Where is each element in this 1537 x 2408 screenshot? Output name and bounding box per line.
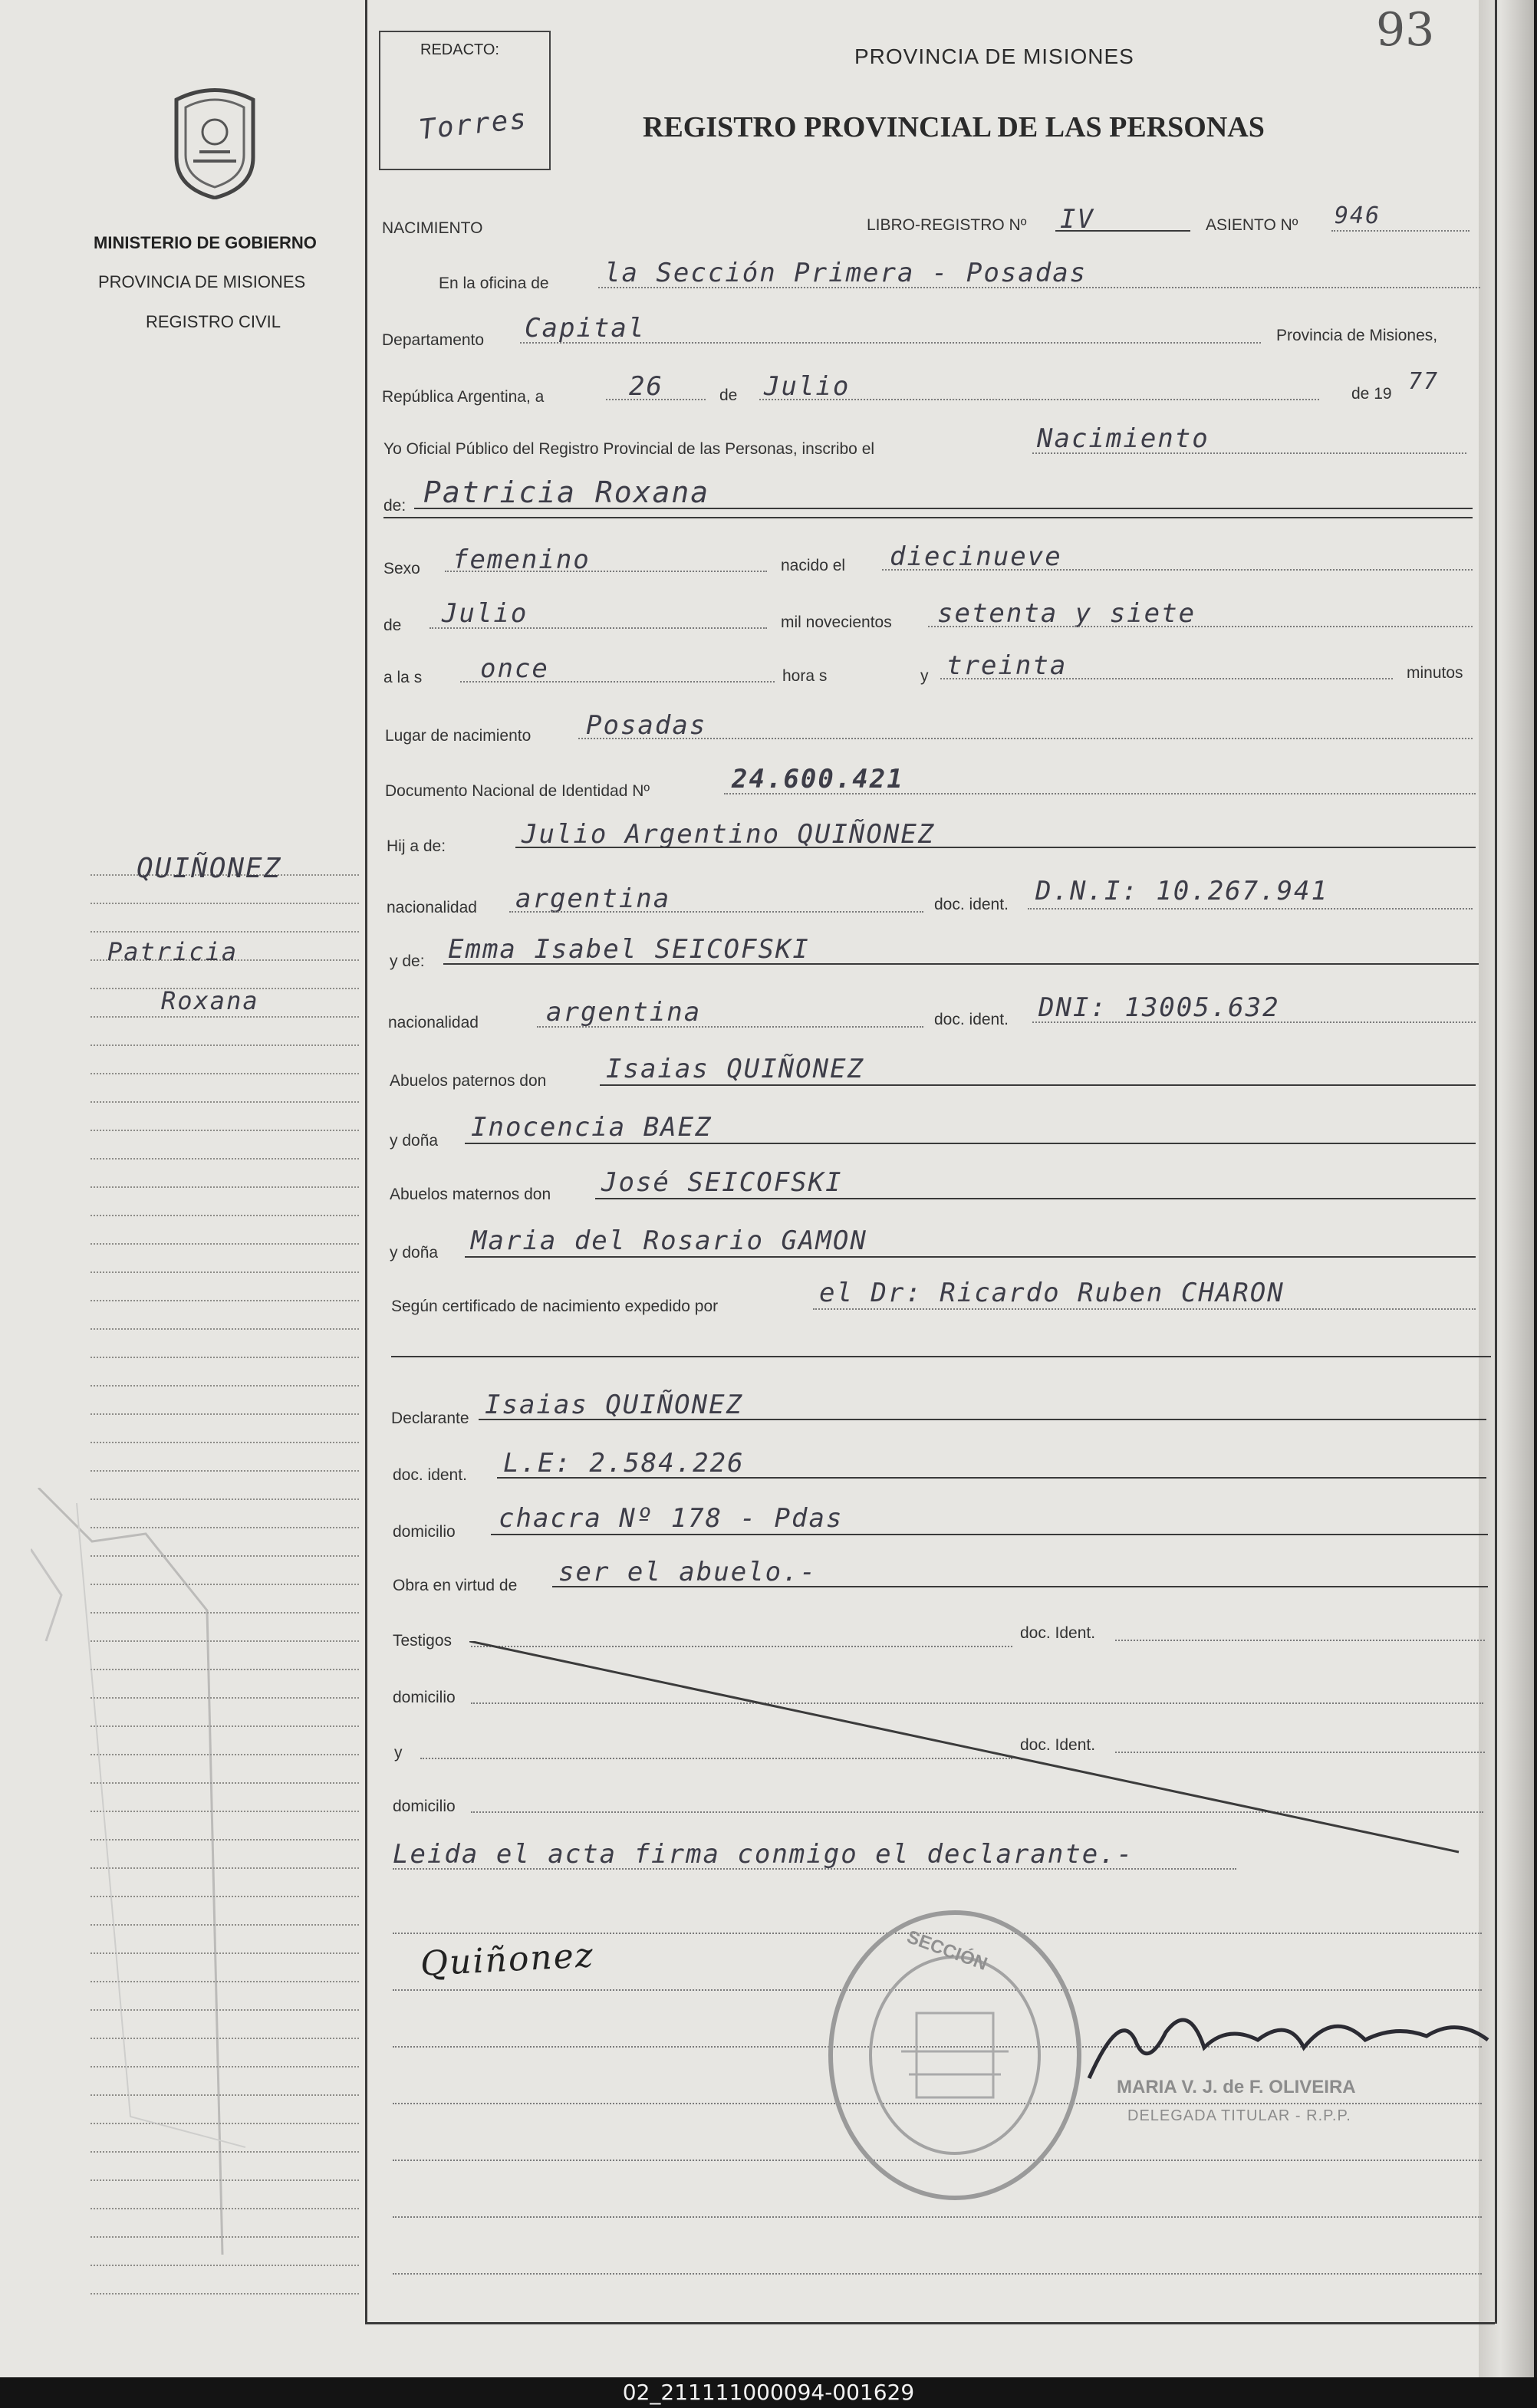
margin-rule-line xyxy=(91,1357,359,1358)
abuelos-mat-label: Abuelos maternos don xyxy=(390,1186,551,1203)
provincia-suffix: Provincia de Misiones, xyxy=(1276,327,1438,344)
margin-given-2: Roxana xyxy=(161,986,259,1015)
page-number: 93 xyxy=(1376,3,1435,57)
lugar-value: Posadas xyxy=(586,710,707,741)
image-caption: 02_211111000094-001629 xyxy=(0,2377,1537,2408)
official-title: DELEGADA TITULAR - R.P.P. xyxy=(1127,2107,1351,2124)
mes2-value: Julio xyxy=(442,598,528,629)
domicilio-label: domicilio xyxy=(393,1523,456,1541)
ydona-mat-label: y doña xyxy=(390,1244,439,1262)
republica-label: República Argentina, a xyxy=(382,388,545,406)
lower-rule-line xyxy=(393,2273,1482,2275)
sexo-value: femenino xyxy=(453,544,591,575)
asiento-value: 946 xyxy=(1335,202,1381,229)
margin-rule-line xyxy=(91,903,359,904)
anio-text-value: setenta y siete xyxy=(937,598,1196,629)
libro-label: LIBRO-REGISTRO Nº xyxy=(867,216,1027,234)
y-label: y xyxy=(920,667,929,685)
abuelo-pat-value: Isaias QUIÑONEZ xyxy=(606,1054,865,1084)
margin-rule-line xyxy=(91,1470,359,1472)
certificado-value: el Dr: Ricardo Ruben CHARON xyxy=(819,1278,1285,1308)
decl-doc-value: L.E: 2.584.226 xyxy=(503,1448,745,1479)
declarante-label: Declarante xyxy=(391,1410,469,1427)
declarante-value: Isaias QUIÑONEZ xyxy=(485,1390,744,1420)
ministry-label: MINISTERIO DE GOBIERNO xyxy=(94,233,317,252)
dni-label: Documento Nacional de Identidad Nº xyxy=(385,782,650,800)
hij-label: Hij a de: xyxy=(387,837,446,855)
testigos-domicilio-label: domicilio xyxy=(393,1689,456,1706)
obra-label: Obra en virtud de xyxy=(393,1577,518,1594)
stamp-section: SECCIÓN xyxy=(903,1926,990,1975)
nacimiento-label: NACIMIENTO xyxy=(382,219,483,237)
margin-surname: QUIÑONEZ xyxy=(137,853,282,884)
margin-rule-line xyxy=(91,1328,359,1330)
abuela-mat-value: Maria del Rosario GAMON xyxy=(471,1225,867,1256)
libro-value: IV xyxy=(1060,204,1094,235)
alas-label: a la s xyxy=(383,669,423,686)
margin-rule-line xyxy=(91,1243,359,1245)
nacido-value: diecinueve xyxy=(890,541,1062,572)
province-label: PROVINCIA DE MISIONES xyxy=(98,272,306,291)
redacto-value: Torres xyxy=(417,103,529,146)
margin-rule-line xyxy=(91,2265,359,2266)
abuelos-pat-label: Abuelos paternos don xyxy=(390,1072,547,1090)
padre-nac-label: nacionalidad xyxy=(387,899,477,916)
margin-rule-line xyxy=(91,1300,359,1301)
margin-rule-line xyxy=(91,1186,359,1188)
testigos-doc2-label: doc. Ident. xyxy=(1020,1736,1096,1754)
margin-rule-line xyxy=(91,1016,359,1018)
ministry-seal-icon xyxy=(161,84,268,199)
de2-label: de xyxy=(383,617,402,634)
oficial-text: Yo Oficial Público del Registro Provincial de las Personas, inscribo el xyxy=(383,440,875,458)
sexo-label: Sexo xyxy=(383,560,420,577)
testigos-domicilio2-label: domicilio xyxy=(393,1798,456,1815)
margin-rule-line xyxy=(91,1044,359,1046)
madre-doc-value: DNI: 13005.632 xyxy=(1038,992,1280,1023)
margin-rule-line xyxy=(91,1073,359,1074)
margin-rule-line xyxy=(91,931,359,933)
de-name-label: de: xyxy=(383,497,406,515)
lugar-label: Lugar de nacimiento xyxy=(385,727,532,745)
redacto-label: REDACTO: xyxy=(420,41,499,58)
margin-rule-line xyxy=(91,1385,359,1387)
oficina-label: En la oficina de xyxy=(439,275,549,292)
header-province: PROVINCIA DE MISIONES xyxy=(854,44,1134,68)
ydona-pat-label: y doña xyxy=(390,1132,439,1150)
margin-rule-line xyxy=(91,1158,359,1160)
padre-nac-value: argentina xyxy=(515,883,671,914)
hora-label: hora s xyxy=(782,667,828,685)
testigos-doc-label: doc. Ident. xyxy=(1020,1624,1096,1642)
nacido-label: nacido el xyxy=(781,557,846,574)
year-value: 77 xyxy=(1408,368,1440,395)
header-title: REGISTRO PROVINCIAL DE LAS PERSONAS xyxy=(643,111,1265,143)
domicilio-value: chacra Nº 178 - Pdas xyxy=(499,1503,844,1534)
cancel-stroke xyxy=(469,1641,1466,1856)
margin-rule-line xyxy=(91,1413,359,1415)
lower-rule-line xyxy=(393,2216,1482,2218)
margin-rule-line xyxy=(91,1130,359,1131)
yde-label: y de: xyxy=(390,952,425,970)
departamento-value: Capital xyxy=(525,313,646,344)
padre-value: Julio Argentino QUIÑONEZ xyxy=(522,819,936,850)
dni-value: 24.600.421 xyxy=(732,764,904,794)
inscribo-value: Nacimiento xyxy=(1037,423,1210,454)
mes-value: Julio xyxy=(764,371,851,402)
asiento-label: ASIENTO Nº xyxy=(1206,216,1298,234)
horas-value: once xyxy=(480,653,549,684)
margin-rule-line xyxy=(91,1271,359,1273)
madre-nac-label: nacionalidad xyxy=(388,1014,479,1031)
de-label: de xyxy=(719,387,738,404)
madre-doc-label: doc. ident. xyxy=(934,1011,1009,1028)
certificado-label: Según certificado de nacimiento expedido por xyxy=(391,1298,719,1315)
padre-doc-label: doc. ident. xyxy=(934,896,1009,913)
minutos-label: minutos xyxy=(1407,664,1463,682)
decl-doc-label: doc. ident. xyxy=(393,1466,467,1484)
margin-rule-line xyxy=(91,1101,359,1103)
de-year-label: de 19 xyxy=(1351,385,1392,403)
form-frame-bottom xyxy=(365,2322,1495,2324)
leida-value: Leida el acta firma conmigo el declarante.- xyxy=(393,1839,1134,1870)
abuelo-mat-value: José SEICOFSKI xyxy=(601,1167,843,1198)
margin-rule-line xyxy=(91,2293,359,2295)
margin-rule-line xyxy=(91,1215,359,1216)
paper-slip xyxy=(31,1488,261,2255)
margin-rule-line xyxy=(91,1442,359,1443)
testigos-y-label: y xyxy=(394,1744,403,1762)
dia-value: 26 xyxy=(629,371,663,402)
madre-value: Emma Isabel SEICOFSKI xyxy=(448,934,810,965)
official-name: MARIA V. J. de F. OLIVEIRA xyxy=(1117,2077,1356,2097)
oficina-value: la Sección Primera - Posadas xyxy=(604,258,1088,288)
abuela-pat-value: Inocencia BAEZ xyxy=(471,1112,713,1143)
name-value: Patricia Roxana xyxy=(423,475,710,509)
obra-value: ser el abuelo.- xyxy=(558,1557,818,1587)
margin-given-1: Patricia xyxy=(107,937,239,966)
declarante-signature: Quiñonez xyxy=(419,1936,596,1984)
minutos-value: treinta xyxy=(946,650,1068,681)
redacto-box xyxy=(379,31,551,170)
departamento-label: Departamento xyxy=(382,331,485,349)
registry-label: REGISTRO CIVIL xyxy=(146,312,281,331)
testigos-label: Testigos xyxy=(393,1632,453,1650)
padre-doc-value: D.N.I: 10.267.941 xyxy=(1035,876,1328,906)
madre-nac-value: argentina xyxy=(546,997,702,1028)
mil-label: mil novecientos xyxy=(781,614,892,631)
